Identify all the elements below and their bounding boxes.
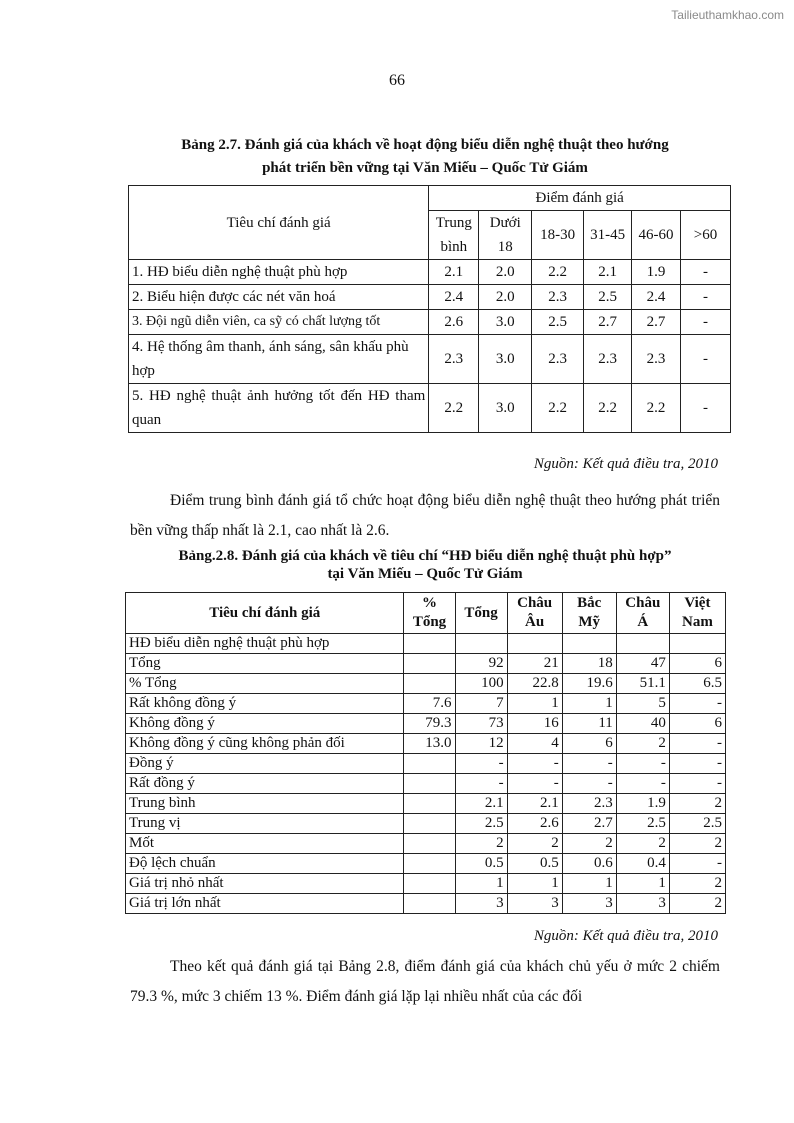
header-asia (616, 593, 669, 634)
value-cell: 3.0 (479, 335, 532, 384)
value-cell: 2.0 (479, 260, 532, 285)
value-cell: 6 (669, 654, 725, 674)
caption-line: tại Văn Miếu – Quốc Tử Giám (327, 566, 523, 582)
value-cell (616, 634, 669, 654)
header-line: Châu (517, 595, 553, 611)
value-cell: 13.0 (404, 734, 455, 754)
value-cell: 2.2 (632, 384, 681, 433)
value-cell: 2.1 (584, 260, 632, 285)
value-cell: 2 (669, 894, 725, 914)
value-cell: 47 (616, 654, 669, 674)
value-cell: - (669, 854, 725, 874)
value-cell: 51.1 (616, 674, 669, 694)
value-cell: - (681, 285, 731, 310)
table-row (126, 814, 726, 834)
value-cell (562, 634, 616, 654)
header-line: % (421, 595, 437, 611)
row-label: Giá trị lớn nhất (126, 894, 404, 914)
table-row (126, 674, 726, 694)
value-cell: - (669, 734, 725, 754)
criteria-cell: 5. HĐ nghệ thuật ảnh hưởng tốt đến HĐ tham quan (129, 384, 429, 433)
value-cell: 2 (669, 874, 725, 894)
value-cell: - (616, 774, 669, 794)
row-label: Đồng ý (126, 754, 404, 774)
value-cell: 19.6 (562, 674, 616, 694)
value-cell: 0.5 (455, 854, 507, 874)
value-cell: 2 (669, 834, 725, 854)
table-row (129, 310, 731, 335)
value-cell: 3 (616, 894, 669, 914)
value-cell: 1.9 (616, 794, 669, 814)
table-caption (120, 547, 730, 583)
value-cell: 73 (455, 714, 507, 734)
row-label: % Tổng (126, 674, 404, 694)
value-cell (404, 894, 455, 914)
value-cell: - (669, 754, 725, 774)
section-row (126, 634, 726, 654)
value-cell (404, 874, 455, 894)
value-cell: - (507, 774, 562, 794)
table-row (126, 754, 726, 774)
header-percent-total (404, 593, 455, 634)
table-row (126, 854, 726, 874)
value-cell: 1 (562, 694, 616, 714)
value-cell: 2.3 (532, 285, 584, 310)
value-cell (404, 754, 455, 774)
value-cell: 0.5 (507, 854, 562, 874)
row-label: Độ lệch chuẩn (126, 854, 404, 874)
table-row (126, 834, 726, 854)
table-row (126, 654, 726, 674)
value-cell: 7 (455, 694, 507, 714)
value-cell: 6 (669, 714, 725, 734)
value-cell: - (455, 774, 507, 794)
value-cell: - (681, 335, 731, 384)
value-cell: 1 (616, 874, 669, 894)
value-cell (404, 774, 455, 794)
table-row (126, 774, 726, 794)
header-criteria: Tiêu chí đánh giá (126, 593, 404, 634)
header-row (126, 593, 726, 634)
value-cell: 7.6 (404, 694, 455, 714)
value-cell: - (681, 310, 731, 335)
header-age: 31-45 (584, 211, 632, 260)
header-total: Tổng (455, 593, 507, 634)
paragraph-text: Điểm trung bình đánh giá tổ chức hoạt động biểu diễn nghệ thuật theo hướng phát triển bền vững thấp nhất là 2.1, cao nhất là 2.6. (130, 492, 720, 539)
value-cell (404, 834, 455, 854)
header-under-18 (479, 211, 532, 260)
table-caption (120, 134, 730, 180)
header-age: 46-60 (632, 211, 681, 260)
caption-line: Bảng.2.8. Đánh giá của khách về tiêu chí “HĐ biểu diễn nghệ thuật phù hợp” (178, 548, 672, 564)
row-label: Trung bình (126, 794, 404, 814)
header-age: 18-30 (532, 211, 584, 260)
header-north-america (562, 593, 616, 634)
value-cell: 2.1 (429, 260, 479, 285)
value-cell: 2.3 (632, 335, 681, 384)
value-cell (404, 814, 455, 834)
value-cell: 3 (507, 894, 562, 914)
row-label: Trung vị (126, 814, 404, 834)
page-number: 66 (389, 72, 405, 89)
value-cell: - (562, 754, 616, 774)
value-cell: 2 (507, 834, 562, 854)
value-cell: 2.7 (584, 310, 632, 335)
paragraph-text: Theo kết quả đánh giá tại Bảng 2.8, điểm đánh giá của khách chủ yếu ở mức 2 chiếm 79.3 %, mức 3 chiếm 13 %. Điểm đánh giá lặp lại nhiều nhất của các đối (130, 958, 720, 1005)
value-cell (404, 674, 455, 694)
table-body (126, 654, 726, 914)
table-row (129, 285, 731, 310)
value-cell: 22.8 (507, 674, 562, 694)
body-paragraph (130, 486, 720, 546)
value-cell: - (507, 754, 562, 774)
header-criteria: Tiêu chí đánh giá (129, 186, 429, 260)
value-cell: 2.5 (616, 814, 669, 834)
row-label: Mốt (126, 834, 404, 854)
value-cell: 2.2 (584, 384, 632, 433)
value-cell: 1 (562, 874, 616, 894)
table-row (126, 874, 726, 894)
value-cell: - (616, 754, 669, 774)
header-line: Bắc (577, 595, 602, 611)
header-line: Dưới (489, 215, 521, 231)
criteria-cell: 3. Đội ngũ diễn viên, ca sỹ có chất lượng tốt (129, 310, 429, 335)
caption-line: phát triển bền vững tại Văn Miếu – Quốc Tử Giám (262, 160, 588, 176)
value-cell: 2.7 (562, 814, 616, 834)
table-row (126, 714, 726, 734)
header-line: Mỹ (578, 614, 601, 630)
value-cell: 1 (507, 874, 562, 894)
value-cell: - (669, 694, 725, 714)
value-cell: - (455, 754, 507, 774)
value-cell: 2.4 (429, 285, 479, 310)
value-cell: 11 (562, 714, 616, 734)
value-cell: 0.4 (616, 854, 669, 874)
value-cell: 2.5 (455, 814, 507, 834)
value-cell: - (681, 384, 731, 433)
value-cell: 79.3 (404, 714, 455, 734)
table-row (129, 335, 731, 384)
value-cell: 6.5 (669, 674, 725, 694)
header-line: 18 (497, 239, 513, 255)
value-cell: - (681, 260, 731, 285)
value-cell: 2.2 (532, 384, 584, 433)
row-label: Tổng (126, 654, 404, 674)
value-cell: 16 (507, 714, 562, 734)
value-cell: 2.0 (479, 285, 532, 310)
evaluation-table (128, 185, 731, 433)
header-line: bình (440, 239, 468, 255)
value-cell: 2.1 (455, 794, 507, 814)
watermark: Tailieuthamkhao.com (671, 8, 784, 22)
header-line: Âu (525, 614, 545, 630)
statistics-table (125, 592, 726, 914)
value-cell: 1.9 (632, 260, 681, 285)
table-row (126, 794, 726, 814)
value-cell: 2.2 (532, 260, 584, 285)
value-cell: 5 (616, 694, 669, 714)
header-line: Á (637, 614, 649, 630)
header-line: Tổng (412, 614, 447, 630)
value-cell: - (669, 774, 725, 794)
value-cell: 2 (616, 834, 669, 854)
table-row (126, 694, 726, 714)
value-cell: 2 (616, 734, 669, 754)
value-cell: 2.4 (632, 285, 681, 310)
value-cell: 2.3 (584, 335, 632, 384)
value-cell: 2 (562, 834, 616, 854)
value-cell (669, 634, 725, 654)
value-cell (404, 854, 455, 874)
value-cell: 2.5 (584, 285, 632, 310)
value-cell: 1 (455, 874, 507, 894)
row-label: Rất đồng ý (126, 774, 404, 794)
value-cell (404, 794, 455, 814)
value-cell (507, 634, 562, 654)
value-cell: 3.0 (479, 310, 532, 335)
value-cell: - (562, 774, 616, 794)
header-score-group: Điểm đánh giá (429, 186, 731, 211)
table-row (126, 894, 726, 914)
row-label: Giá trị nhỏ nhất (126, 874, 404, 894)
value-cell: 100 (455, 674, 507, 694)
header-line: Trung (435, 215, 472, 231)
value-cell: 6 (562, 734, 616, 754)
value-cell (404, 654, 455, 674)
value-cell: 3 (455, 894, 507, 914)
value-cell: 12 (455, 734, 507, 754)
value-cell: 92 (455, 654, 507, 674)
value-cell: 4 (507, 734, 562, 754)
header-vietnam (669, 593, 725, 634)
table-row (129, 260, 731, 285)
value-cell (455, 634, 507, 654)
value-cell: 21 (507, 654, 562, 674)
value-cell: 3 (562, 894, 616, 914)
value-cell: 40 (616, 714, 669, 734)
value-cell: 0.6 (562, 854, 616, 874)
value-cell (404, 634, 455, 654)
value-cell: 2 (669, 794, 725, 814)
table-source: Nguồn: Kết quả điều tra, 2010 (533, 456, 718, 472)
value-cell: 1 (507, 694, 562, 714)
value-cell: 18 (562, 654, 616, 674)
value-cell: 2.5 (532, 310, 584, 335)
table-row (129, 384, 731, 433)
criteria-cell: 2. Biểu hiện được các nét văn hoá (129, 285, 429, 310)
value-cell: 2.6 (507, 814, 562, 834)
value-cell: 2.3 (429, 335, 479, 384)
section-label: HĐ biểu diễn nghệ thuật phù hợp (126, 634, 404, 654)
row-label: Không đồng ý cũng không phản đối (126, 734, 404, 754)
value-cell: 2.5 (669, 814, 725, 834)
row-label: Rất không đồng ý (126, 694, 404, 714)
body-paragraph (130, 952, 720, 1012)
header-line: Việt (684, 595, 711, 611)
value-cell: 2.3 (532, 335, 584, 384)
value-cell: 2.7 (632, 310, 681, 335)
criteria-cell: 4. Hệ thống âm thanh, ánh sáng, sân khấu phù hợp (129, 335, 429, 384)
criteria-cell: 1. HĐ biểu diễn nghệ thuật phù hợp (129, 260, 429, 285)
value-cell: 2.2 (429, 384, 479, 433)
value-cell: 2.6 (429, 310, 479, 335)
header-average (429, 211, 479, 260)
header-line: Châu (625, 595, 661, 611)
table-source: Nguồn: Kết quả điều tra, 2010 (533, 928, 718, 944)
value-cell: 3.0 (479, 384, 532, 433)
caption-line: Bảng 2.7. Đánh giá của khách về hoạt động biểu diễn nghệ thuật theo hướng (181, 137, 669, 153)
value-cell: 2.3 (562, 794, 616, 814)
table-row (126, 734, 726, 754)
header-age: >60 (681, 211, 731, 260)
header-europe (507, 593, 562, 634)
row-label: Không đồng ý (126, 714, 404, 734)
value-cell: 2.1 (507, 794, 562, 814)
header-line: Nam (682, 614, 713, 630)
value-cell: 2 (455, 834, 507, 854)
